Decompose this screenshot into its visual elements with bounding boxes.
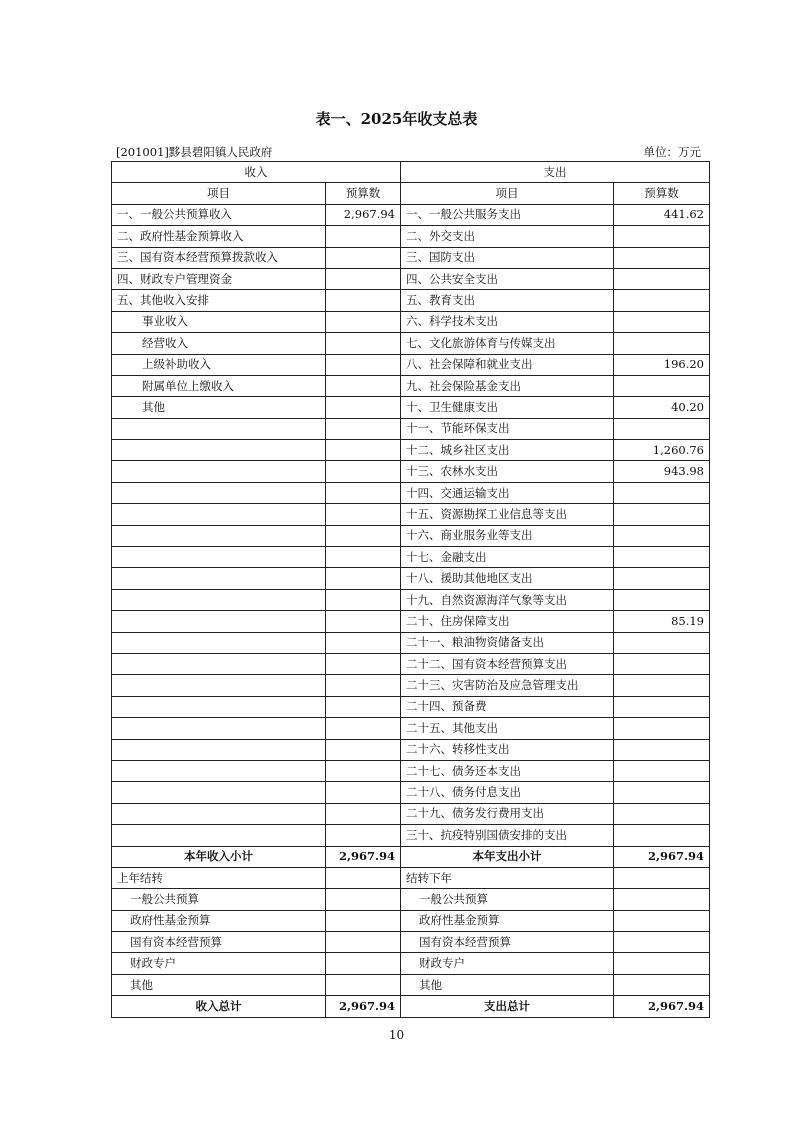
income-value-cell: 2,967.94 — [326, 846, 401, 867]
expense-value-cell — [614, 932, 710, 953]
income-item-cell: 经营收入 — [112, 333, 326, 354]
income-value-cell — [326, 889, 401, 910]
income-item-cell: 政府性基金预算 — [112, 910, 326, 931]
income-value-cell — [326, 803, 401, 824]
table-row — [112, 611, 710, 632]
expense-value-cell — [614, 696, 710, 717]
expense-item-cell: 其他 — [401, 974, 614, 995]
page-title: 表一、2025年收支总表 — [315, 110, 478, 128]
income-value-cell — [326, 525, 401, 546]
expense-value-cell — [614, 889, 710, 910]
carry-row — [112, 867, 710, 888]
expense-value-cell — [614, 268, 710, 289]
income-item-cell — [112, 440, 326, 461]
income-header: 收入 — [112, 162, 401, 183]
income-value-cell — [326, 482, 401, 503]
expense-value-cell — [614, 803, 710, 824]
table-row — [112, 803, 710, 824]
income-value-cell — [326, 247, 401, 268]
expense-budget-header: 预算数 — [614, 183, 710, 204]
income-budget-header: 预算数 — [326, 183, 401, 204]
income-item-cell: 三、国有资本经营预算拨款收入 — [112, 247, 326, 268]
total-row — [112, 996, 710, 1017]
income-item-cell — [112, 718, 326, 739]
expense-item-cell: 一般公共预算 — [401, 889, 614, 910]
income-item-cell: 一、一般公共预算收入 — [112, 204, 326, 225]
expense-value-cell — [614, 525, 710, 546]
income-item-cell: 附属单位上缴收入 — [112, 375, 326, 396]
expense-item-cell: 六、科学技术支出 — [401, 311, 614, 332]
income-item-cell: 一般公共预算 — [112, 889, 326, 910]
table-row — [112, 547, 710, 568]
income-value-cell — [326, 268, 401, 289]
expense-value-cell — [614, 290, 710, 311]
income-value-cell — [326, 226, 401, 247]
table-row — [112, 504, 710, 525]
income-value-cell — [326, 547, 401, 568]
expense-value-cell: 441.62 — [614, 204, 710, 225]
section-header-row — [112, 162, 710, 183]
income-item-cell: 四、财政专户管理资金 — [112, 268, 326, 289]
income-value-cell — [326, 953, 401, 974]
expense-value-cell — [614, 782, 710, 803]
column-header-row — [112, 183, 710, 204]
expense-item-cell: 结转下年 — [401, 867, 614, 888]
income-value-cell — [326, 397, 401, 418]
income-item-cell: 收入总计 — [112, 996, 326, 1017]
table-row — [112, 290, 710, 311]
expense-value-cell — [614, 568, 710, 589]
table-row — [112, 461, 710, 482]
expense-value-cell — [614, 482, 710, 503]
expense-item-cell: 十八、援助其他地区支出 — [401, 568, 614, 589]
expense-item-cell: 二十九、债务发行费用支出 — [401, 803, 614, 824]
expense-item-cell: 二十一、粮油物资储备支出 — [401, 632, 614, 653]
income-value-cell: 2,967.94 — [326, 996, 401, 1017]
table-row — [112, 397, 710, 418]
income-value-cell — [326, 589, 401, 610]
table-row — [112, 632, 710, 653]
expense-item-cell: 十四、交通运输支出 — [401, 482, 614, 503]
carry-row — [112, 953, 710, 974]
table-row — [112, 589, 710, 610]
expense-item-cell: 二十六、转移性支出 — [401, 739, 614, 760]
expense-item-cell: 二十五、其他支出 — [401, 718, 614, 739]
income-value-cell: 2,967.94 — [326, 204, 401, 225]
table-row — [112, 525, 710, 546]
income-item-cell — [112, 418, 326, 439]
income-value-cell — [326, 739, 401, 760]
table-row — [112, 718, 710, 739]
expense-value-cell — [614, 226, 710, 247]
income-item-cell — [112, 825, 326, 846]
unit-label: 单位：万元 — [643, 145, 701, 159]
expense-value-cell — [614, 632, 710, 653]
expense-item-cell: 二、外交支出 — [401, 226, 614, 247]
income-item-cell — [112, 632, 326, 653]
income-value-cell — [326, 867, 401, 888]
table-row — [112, 204, 710, 225]
expense-item-cell: 三十、抗疫特别国债安排的支出 — [401, 825, 614, 846]
table-row — [112, 782, 710, 803]
expense-value-cell — [614, 739, 710, 760]
expense-item-cell: 十三、农林水支出 — [401, 461, 614, 482]
expense-item-cell: 五、教育支出 — [401, 290, 614, 311]
expense-item-cell: 十、卫生健康支出 — [401, 397, 614, 418]
expense-item-cell: 二十二、国有资本经营预算支出 — [401, 653, 614, 674]
income-item-cell: 五、其他收入安排 — [112, 290, 326, 311]
income-item-cell — [112, 760, 326, 781]
expense-value-cell — [614, 333, 710, 354]
income-item-cell — [112, 504, 326, 525]
expense-item-cell: 一、一般公共服务支出 — [401, 204, 614, 225]
table-row — [112, 418, 710, 439]
expense-value-cell — [614, 653, 710, 674]
table-row — [112, 568, 710, 589]
income-item-cell — [112, 675, 326, 696]
carry-row — [112, 889, 710, 910]
income-item-cell — [112, 525, 326, 546]
income-value-cell — [326, 311, 401, 332]
table-row — [112, 739, 710, 760]
income-item-cell: 其他 — [112, 397, 326, 418]
expense-item-cell: 九、社会保险基金支出 — [401, 375, 614, 396]
income-item-cell — [112, 547, 326, 568]
expense-item-cell: 二十四、预备费 — [401, 696, 614, 717]
income-item-cell — [112, 739, 326, 760]
carry-row — [112, 910, 710, 931]
table-row — [112, 675, 710, 696]
income-value-cell — [326, 418, 401, 439]
expense-value-cell: 85.19 — [614, 611, 710, 632]
table-row — [112, 247, 710, 268]
expense-value-cell: 196.20 — [614, 354, 710, 375]
table-row — [112, 653, 710, 674]
income-item-cell — [112, 653, 326, 674]
page-number: 10 — [388, 1028, 405, 1042]
income-value-cell — [326, 375, 401, 396]
table-row — [112, 696, 710, 717]
expense-item-cell: 国有资本经营预算 — [401, 932, 614, 953]
table-row — [112, 333, 710, 354]
expense-item-cell: 本年支出小计 — [401, 846, 614, 867]
expense-item-cell: 八、社会保障和就业支出 — [401, 354, 614, 375]
organization-label: [201001]黟县碧阳镇人民政府 — [116, 145, 273, 159]
expense-item-header: 项目 — [401, 183, 614, 204]
expense-value-cell — [614, 953, 710, 974]
expense-value-cell: 2,967.94 — [614, 996, 710, 1017]
income-value-cell — [326, 910, 401, 931]
table-row — [112, 268, 710, 289]
table-row — [112, 226, 710, 247]
expense-value-cell — [614, 418, 710, 439]
expense-item-cell: 十五、资源勘探工业信息等支出 — [401, 504, 614, 525]
expense-value-cell — [614, 547, 710, 568]
income-item-cell: 事业收入 — [112, 311, 326, 332]
expense-item-cell: 十七、金融支出 — [401, 547, 614, 568]
expense-value-cell — [614, 375, 710, 396]
expense-item-cell: 四、公共安全支出 — [401, 268, 614, 289]
expense-value-cell: 40.20 — [614, 397, 710, 418]
income-value-cell — [326, 696, 401, 717]
income-item-cell — [112, 482, 326, 503]
income-value-cell — [326, 611, 401, 632]
expense-item-cell: 财政专户 — [401, 953, 614, 974]
income-value-cell — [326, 760, 401, 781]
income-item-header: 项目 — [112, 183, 326, 204]
expense-item-cell: 二十、住房保障支出 — [401, 611, 614, 632]
income-value-cell — [326, 718, 401, 739]
carry-row — [112, 974, 710, 995]
table-row — [112, 482, 710, 503]
expense-value-cell — [614, 675, 710, 696]
income-value-cell — [326, 782, 401, 803]
income-item-cell: 上级补助收入 — [112, 354, 326, 375]
expense-item-cell: 二十三、灾害防治及应急管理支出 — [401, 675, 614, 696]
expense-value-cell — [614, 504, 710, 525]
expense-value-cell: 943.98 — [614, 461, 710, 482]
income-item-cell: 财政专户 — [112, 953, 326, 974]
income-value-cell — [326, 354, 401, 375]
expense-value-cell — [614, 718, 710, 739]
income-value-cell — [326, 653, 401, 674]
expense-value-cell — [614, 825, 710, 846]
income-item-cell: 国有资本经营预算 — [112, 932, 326, 953]
income-value-cell — [326, 675, 401, 696]
expense-item-cell: 十九、自然资源海洋气象等支出 — [401, 589, 614, 610]
expense-item-cell: 十二、城乡社区支出 — [401, 440, 614, 461]
expense-value-cell — [614, 910, 710, 931]
income-item-cell: 其他 — [112, 974, 326, 995]
table-row — [112, 440, 710, 461]
table-row — [112, 354, 710, 375]
expense-item-cell: 十一、节能环保支出 — [401, 418, 614, 439]
expense-value-cell — [614, 589, 710, 610]
table-row — [112, 825, 710, 846]
expense-value-cell — [614, 760, 710, 781]
income-item-cell: 本年收入小计 — [112, 846, 326, 867]
income-item-cell — [112, 568, 326, 589]
income-value-cell — [326, 974, 401, 995]
table-row — [112, 760, 710, 781]
expense-value-cell: 1,260.76 — [614, 440, 710, 461]
expense-value-cell: 2,967.94 — [614, 846, 710, 867]
income-item-cell — [112, 803, 326, 824]
income-item-cell — [112, 782, 326, 803]
expense-item-cell: 二十七、债务还本支出 — [401, 760, 614, 781]
income-item-cell — [112, 461, 326, 482]
income-item-cell — [112, 589, 326, 610]
expense-item-cell: 十六、商业服务业等支出 — [401, 525, 614, 546]
income-value-cell — [326, 632, 401, 653]
income-value-cell — [326, 440, 401, 461]
budget-table — [111, 161, 710, 1018]
income-value-cell — [326, 932, 401, 953]
income-value-cell — [326, 461, 401, 482]
expense-value-cell — [614, 867, 710, 888]
table-row — [112, 375, 710, 396]
expense-value-cell — [614, 247, 710, 268]
income-value-cell — [326, 568, 401, 589]
expense-item-cell: 二十八、债务付息支出 — [401, 782, 614, 803]
expense-value-cell — [614, 974, 710, 995]
expense-item-cell: 七、文化旅游体育与传媒支出 — [401, 333, 614, 354]
subtotal-row — [112, 846, 710, 867]
expense-item-cell: 政府性基金预算 — [401, 910, 614, 931]
income-item-cell — [112, 611, 326, 632]
income-value-cell — [326, 290, 401, 311]
table-row — [112, 311, 710, 332]
income-item-cell — [112, 696, 326, 717]
income-item-cell: 上年结转 — [112, 867, 326, 888]
income-value-cell — [326, 333, 401, 354]
expense-header: 支出 — [401, 162, 710, 183]
carry-row — [112, 932, 710, 953]
income-value-cell — [326, 825, 401, 846]
expense-item-cell: 三、国防支出 — [401, 247, 614, 268]
income-item-cell: 二、政府性基金预算收入 — [112, 226, 326, 247]
income-value-cell — [326, 504, 401, 525]
budget-table-body — [112, 162, 710, 1018]
expense-value-cell — [614, 311, 710, 332]
expense-item-cell: 支出总计 — [401, 996, 614, 1017]
